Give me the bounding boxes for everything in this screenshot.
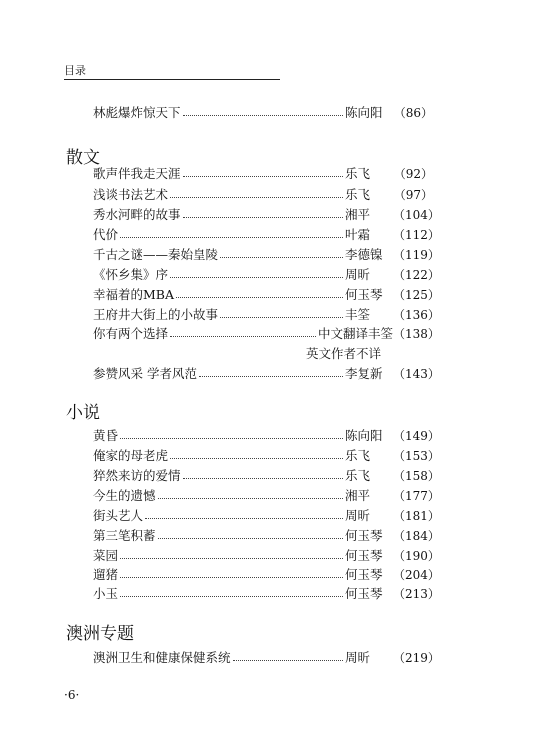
entry-author: 乐飞 (345, 187, 371, 202)
entry-author: 李德镍 (345, 247, 383, 262)
entry-author: 乐飞 (345, 468, 371, 483)
toc-entry[interactable] (93, 103, 433, 121)
dot-leader (170, 276, 343, 278)
entry-title: 歌声伴我走天涯 (93, 166, 181, 181)
toc-entry[interactable] (93, 526, 440, 544)
entry-page: （97） (393, 187, 433, 202)
entry-title: 你有两个选择 (93, 326, 169, 341)
entry-title: 第三笔积蓄 (93, 528, 156, 543)
dot-leader (120, 236, 343, 238)
entry-author: 湘平 (345, 488, 371, 503)
entry-page: （122） (393, 267, 440, 282)
entry-page: （104） (393, 207, 440, 222)
toc-entry[interactable] (93, 305, 440, 323)
entry-page: （213） (393, 586, 440, 601)
toc-entry[interactable] (93, 426, 440, 444)
dot-leader (183, 114, 343, 116)
entry-author: 李复新 (345, 366, 383, 381)
entry-title: 澳洲卫生和健康保健系统 (93, 650, 231, 665)
entry-author: 陈向阳 (345, 105, 383, 120)
entry-page: （204） (393, 567, 440, 582)
dot-leader (120, 437, 343, 439)
toc-entry[interactable] (93, 486, 440, 504)
entry-page: （86） (393, 105, 433, 120)
entry-page: （112） (393, 227, 440, 242)
entry-author: 丰筌 (345, 307, 371, 322)
toc-entry[interactable] (93, 245, 440, 263)
entry-title: 参赞风采 学者风范 (93, 366, 197, 381)
entry-title: 秀水河畔的故事 (93, 207, 181, 222)
entry-author: 周昕 (345, 267, 371, 282)
entry-title: 黄昏 (93, 428, 119, 443)
entry-title: 小玉 (93, 586, 119, 601)
entry-title: 王府井大街上的小故事 (93, 307, 219, 322)
dot-leader (183, 477, 343, 479)
page-number: ·6· (64, 688, 80, 702)
toc-entry[interactable] (93, 285, 440, 303)
dot-leader (170, 196, 343, 198)
toc-entry[interactable] (93, 546, 440, 564)
dot-leader (158, 497, 343, 499)
entry-page: （153） (393, 448, 440, 463)
entry-title: 菜园 (93, 548, 119, 563)
entry-author: 中文翻译丰筌 (317, 326, 393, 341)
entry-page: （143） (393, 366, 440, 381)
toc-entry[interactable] (93, 164, 433, 182)
section-heading: 散文 (66, 148, 100, 168)
entry-title: 林彪爆炸惊天下 (93, 105, 181, 120)
toc-entry[interactable] (93, 364, 440, 382)
entry-title: 街头艺人 (93, 508, 144, 523)
toc-entry[interactable] (93, 648, 440, 666)
entry-author: 陈向阳 (345, 428, 383, 443)
entry-author: 乐飞 (345, 166, 371, 181)
dot-leader (176, 296, 343, 298)
entry-author: 周昕 (345, 650, 371, 665)
entry-author-line2: 英文作者不详 (306, 346, 382, 361)
entry-author: 湘平 (345, 207, 371, 222)
entry-author: 何玉琴 (345, 548, 383, 563)
toc-entry[interactable] (93, 584, 440, 602)
dot-leader (183, 175, 343, 177)
toc-entry[interactable] (93, 446, 440, 464)
entry-page: （138） (393, 326, 440, 341)
entry-title: 猝然来访的爱情 (93, 468, 181, 483)
entry-title: 浅谈书法艺术 (93, 187, 169, 202)
dot-leader (158, 537, 343, 539)
dot-leader (220, 256, 343, 258)
entry-page: （219） (393, 650, 440, 665)
header-label: 目录 (64, 64, 86, 77)
entry-page: （149） (393, 428, 440, 443)
toc-entry[interactable] (93, 205, 440, 223)
dot-leader (183, 216, 343, 218)
entry-author: 何玉琴 (345, 586, 383, 601)
toc-entry-continuation (93, 344, 433, 362)
entry-title: 遛猪 (93, 567, 119, 582)
toc-entry[interactable] (93, 565, 440, 583)
entry-title: 代价 (93, 227, 119, 242)
dot-leader (233, 659, 343, 661)
entry-author: 叶霜 (345, 227, 371, 242)
dot-leader (120, 557, 343, 559)
dot-leader (220, 316, 343, 318)
entry-page: （190） (393, 548, 440, 563)
entry-page: （125） (393, 287, 440, 302)
entry-title: 俺家的母老虎 (93, 448, 169, 463)
toc-entry[interactable] (93, 466, 440, 484)
entry-title: 《怀乡集》序 (93, 267, 169, 282)
entry-page: （92） (393, 166, 433, 181)
dot-leader (170, 457, 343, 459)
entry-page: （119） (393, 247, 440, 262)
dot-leader (120, 595, 343, 597)
entry-author: 何玉琴 (345, 287, 383, 302)
toc-entry[interactable] (93, 225, 440, 243)
toc-entry[interactable] (93, 185, 433, 203)
entry-page: （158） (393, 468, 440, 483)
entry-page: （136） (393, 307, 440, 322)
entry-author: 何玉琴 (345, 528, 383, 543)
entry-author: 何玉琴 (345, 567, 383, 582)
running-header (64, 64, 280, 80)
dot-leader (120, 576, 343, 578)
section-heading: 小说 (66, 403, 100, 423)
toc-entry[interactable] (93, 265, 440, 283)
section-heading: 澳洲专题 (66, 624, 134, 644)
entry-page: （181） (393, 508, 440, 523)
entry-page: （184） (393, 528, 440, 543)
dot-leader (170, 335, 316, 337)
entry-title: 幸福着的MBA (93, 287, 175, 302)
toc-entry[interactable] (93, 324, 440, 342)
entry-title: 千古之谜——秦始皇陵 (93, 247, 219, 262)
dot-leader (199, 375, 343, 377)
toc-entry[interactable] (93, 506, 440, 524)
entry-page: （177） (393, 488, 440, 503)
dot-leader (145, 517, 343, 519)
entry-author: 周昕 (345, 508, 371, 523)
entry-title: 今生的遗憾 (93, 488, 156, 503)
entry-author: 乐飞 (345, 448, 371, 463)
